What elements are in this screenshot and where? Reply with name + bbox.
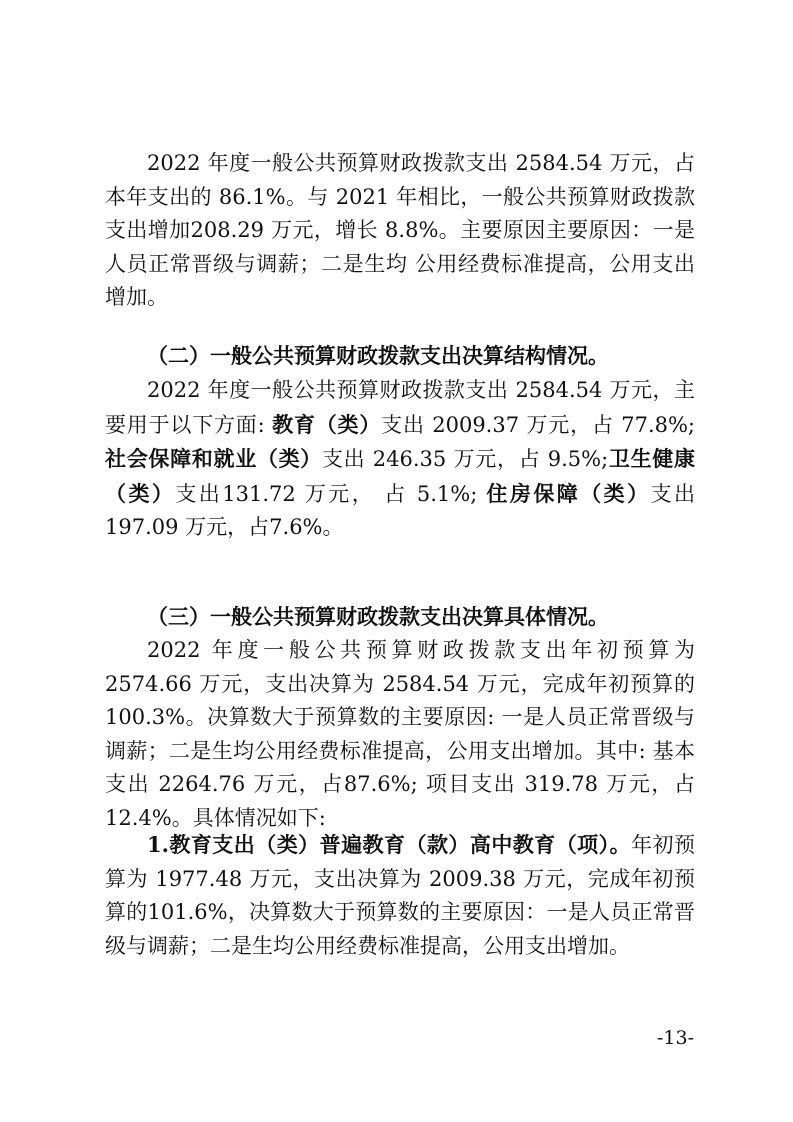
- section-heading-structure: （二）一般公共预算财政拨款支出决算结构情况。: [147, 343, 609, 368]
- education-category-label: 教育（类）: [272, 411, 382, 437]
- housing-category-text: 支出 197.09 万元，占7.6%。: [105, 481, 696, 539]
- education-category-text: 支出 2009.37 万元，占 77.8%;: [381, 412, 696, 437]
- paragraph-expenditure-overview: 2022 年度一般公共预算财政拨款支出 2584.54 万元，占本年支出的 86.1%。与 2021 年相比，一般公共预算财政拨款支出增加208.29 万元，增长 8.8%。主要原因主要原因：一是人员正常晋级与调薪；二是生均 公用经费标准提高，公用支出增加。: [105, 151, 695, 309]
- education-item-label: 1.教育支出（类）普遍教育（款）高中教育（项）。: [147, 832, 632, 857]
- section-heading-details: （三）一般公共预算财政拨款支出决算具体情况。: [147, 604, 609, 629]
- structure-intro-text: 2022 年度一般公共预算财政拨款支出 2584.54 万元，主要用于以下方面:: [105, 378, 695, 437]
- paragraph-education-item: [105, 828, 695, 963]
- social-security-category-label: 社会保障和就业（类）: [105, 446, 322, 471]
- education-item-text: 年初预算为 1977.48 万元，支出决算为 2009.38 万元，完成年初预算的101.6%，决算数大于预算数的主要原因：一是人员正常晋级与调薪；二是生均公用经费标准提高，公用支出增加。: [105, 833, 696, 958]
- health-category-label: 卫生健康（类）: [105, 446, 695, 506]
- page-number: -13-: [656, 1027, 694, 1049]
- paragraph-expenditure-structure: [105, 374, 695, 545]
- paragraph-expenditure-details: 2022 年度一般公共预算财政拨款支出年初预算为 2574.66 万元，支出决算为 2584.54 万元，完成年初预算的 100.3%。决算数大于预算数的主要原因: 一是人员正常晋级与调薪；二是生均公用经费标准提高，公用支出增加。其中: 基本支出 2264.76 万元，占87.6%; 项目支出 319.78 万元，占 12.4%。具体情况如下:: [105, 638, 695, 830]
- social-security-category-text: 支出 246.35 万元，占 9.5%;: [321, 447, 609, 471]
- health-category-text: 支出131.72 万元， 占 5.1%;: [175, 481, 487, 506]
- housing-category-label: 住房保障（类）: [486, 480, 651, 506]
